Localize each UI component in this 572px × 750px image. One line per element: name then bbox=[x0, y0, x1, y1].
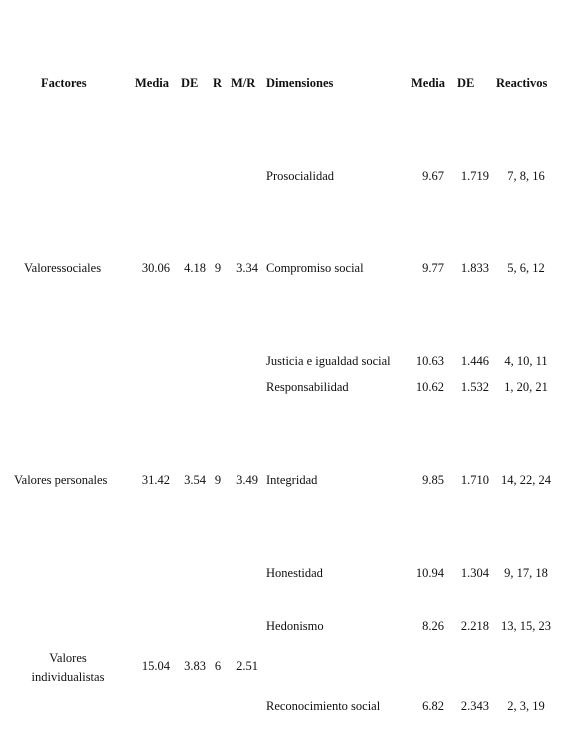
factor-media: 31.42 bbox=[141, 473, 170, 487]
header-reactivos: Reactivos bbox=[496, 76, 548, 90]
dimension-de: 1.710 bbox=[460, 473, 489, 487]
dimension-de: 2.343 bbox=[460, 699, 489, 713]
dimension-name: Responsabilidad bbox=[266, 380, 349, 394]
header-dimensiones: Dimensiones bbox=[266, 76, 334, 90]
header-r: R bbox=[213, 76, 223, 90]
dimension-reactivos: 5, 6, 12 bbox=[507, 261, 545, 275]
factor-de: 3.83 bbox=[184, 659, 206, 673]
dimension-name: Hedonismo bbox=[266, 619, 324, 633]
header-de-dimension: DE bbox=[457, 76, 475, 90]
dimension-media: 10.94 bbox=[415, 566, 444, 580]
header-media: Media bbox=[135, 76, 170, 90]
dimension-media: 8.26 bbox=[422, 619, 444, 633]
dimension-media: 9.67 bbox=[422, 169, 444, 183]
header-mr: M/R bbox=[231, 76, 256, 90]
dimension-reactivos: 9, 17, 18 bbox=[504, 566, 548, 580]
factor-media: 15.04 bbox=[141, 659, 170, 673]
dimension-name: Integridad bbox=[266, 473, 318, 487]
dimension-reactivos: 2, 3, 19 bbox=[507, 699, 545, 713]
dimension-name: Prosocialidad bbox=[266, 169, 335, 183]
dimension-reactivos: 14, 22, 24 bbox=[501, 473, 551, 487]
dimension-media: 6.82 bbox=[422, 699, 444, 713]
dimension-reactivos: 4, 10, 11 bbox=[504, 354, 548, 368]
factor-r: 6 bbox=[214, 659, 222, 673]
factor-mr: 3.34 bbox=[236, 261, 258, 275]
factor-mr: 3.49 bbox=[236, 473, 258, 487]
factor-name: Valores personales bbox=[14, 473, 108, 487]
header-de: DE bbox=[181, 76, 199, 90]
factor-mr: 2.51 bbox=[236, 659, 258, 673]
header-media-dimension: Media bbox=[411, 76, 446, 90]
factor-r: 9 bbox=[214, 261, 222, 275]
factor-de: 4.18 bbox=[184, 261, 206, 275]
factor-r: 9 bbox=[214, 473, 222, 487]
dimension-name: Compromiso social bbox=[266, 261, 364, 275]
dimension-media: 10.63 bbox=[415, 354, 444, 368]
dimension-media: 9.77 bbox=[422, 261, 444, 275]
dimension-de: 1.446 bbox=[460, 354, 489, 368]
factor-name: Valoressociales bbox=[24, 261, 102, 275]
dimension-media: 9.85 bbox=[422, 473, 444, 487]
factor-de: 3.54 bbox=[184, 473, 206, 487]
dimension-de: 1.719 bbox=[460, 169, 489, 183]
dimension-de: 1.532 bbox=[460, 380, 489, 394]
dimension-media: 10.62 bbox=[415, 380, 444, 394]
factor-media: 30.06 bbox=[141, 261, 170, 275]
dimension-name: Honestidad bbox=[266, 566, 323, 580]
factor-name: Valores individualistas bbox=[31, 651, 105, 684]
dimension-name: Reconocimiento social bbox=[266, 699, 381, 713]
dimension-reactivos: 13, 15, 23 bbox=[501, 619, 551, 633]
dimension-reactivos: 1, 20, 21 bbox=[504, 380, 548, 394]
dimension-de: 1.833 bbox=[460, 261, 489, 275]
header-factores: Factores bbox=[41, 76, 87, 90]
dimension-name: Justicia e igualdad social bbox=[266, 354, 391, 368]
dimension-reactivos: 7, 8, 16 bbox=[507, 169, 545, 183]
dimension-de: 1.304 bbox=[460, 566, 489, 580]
dimension-de: 2.218 bbox=[460, 619, 489, 633]
